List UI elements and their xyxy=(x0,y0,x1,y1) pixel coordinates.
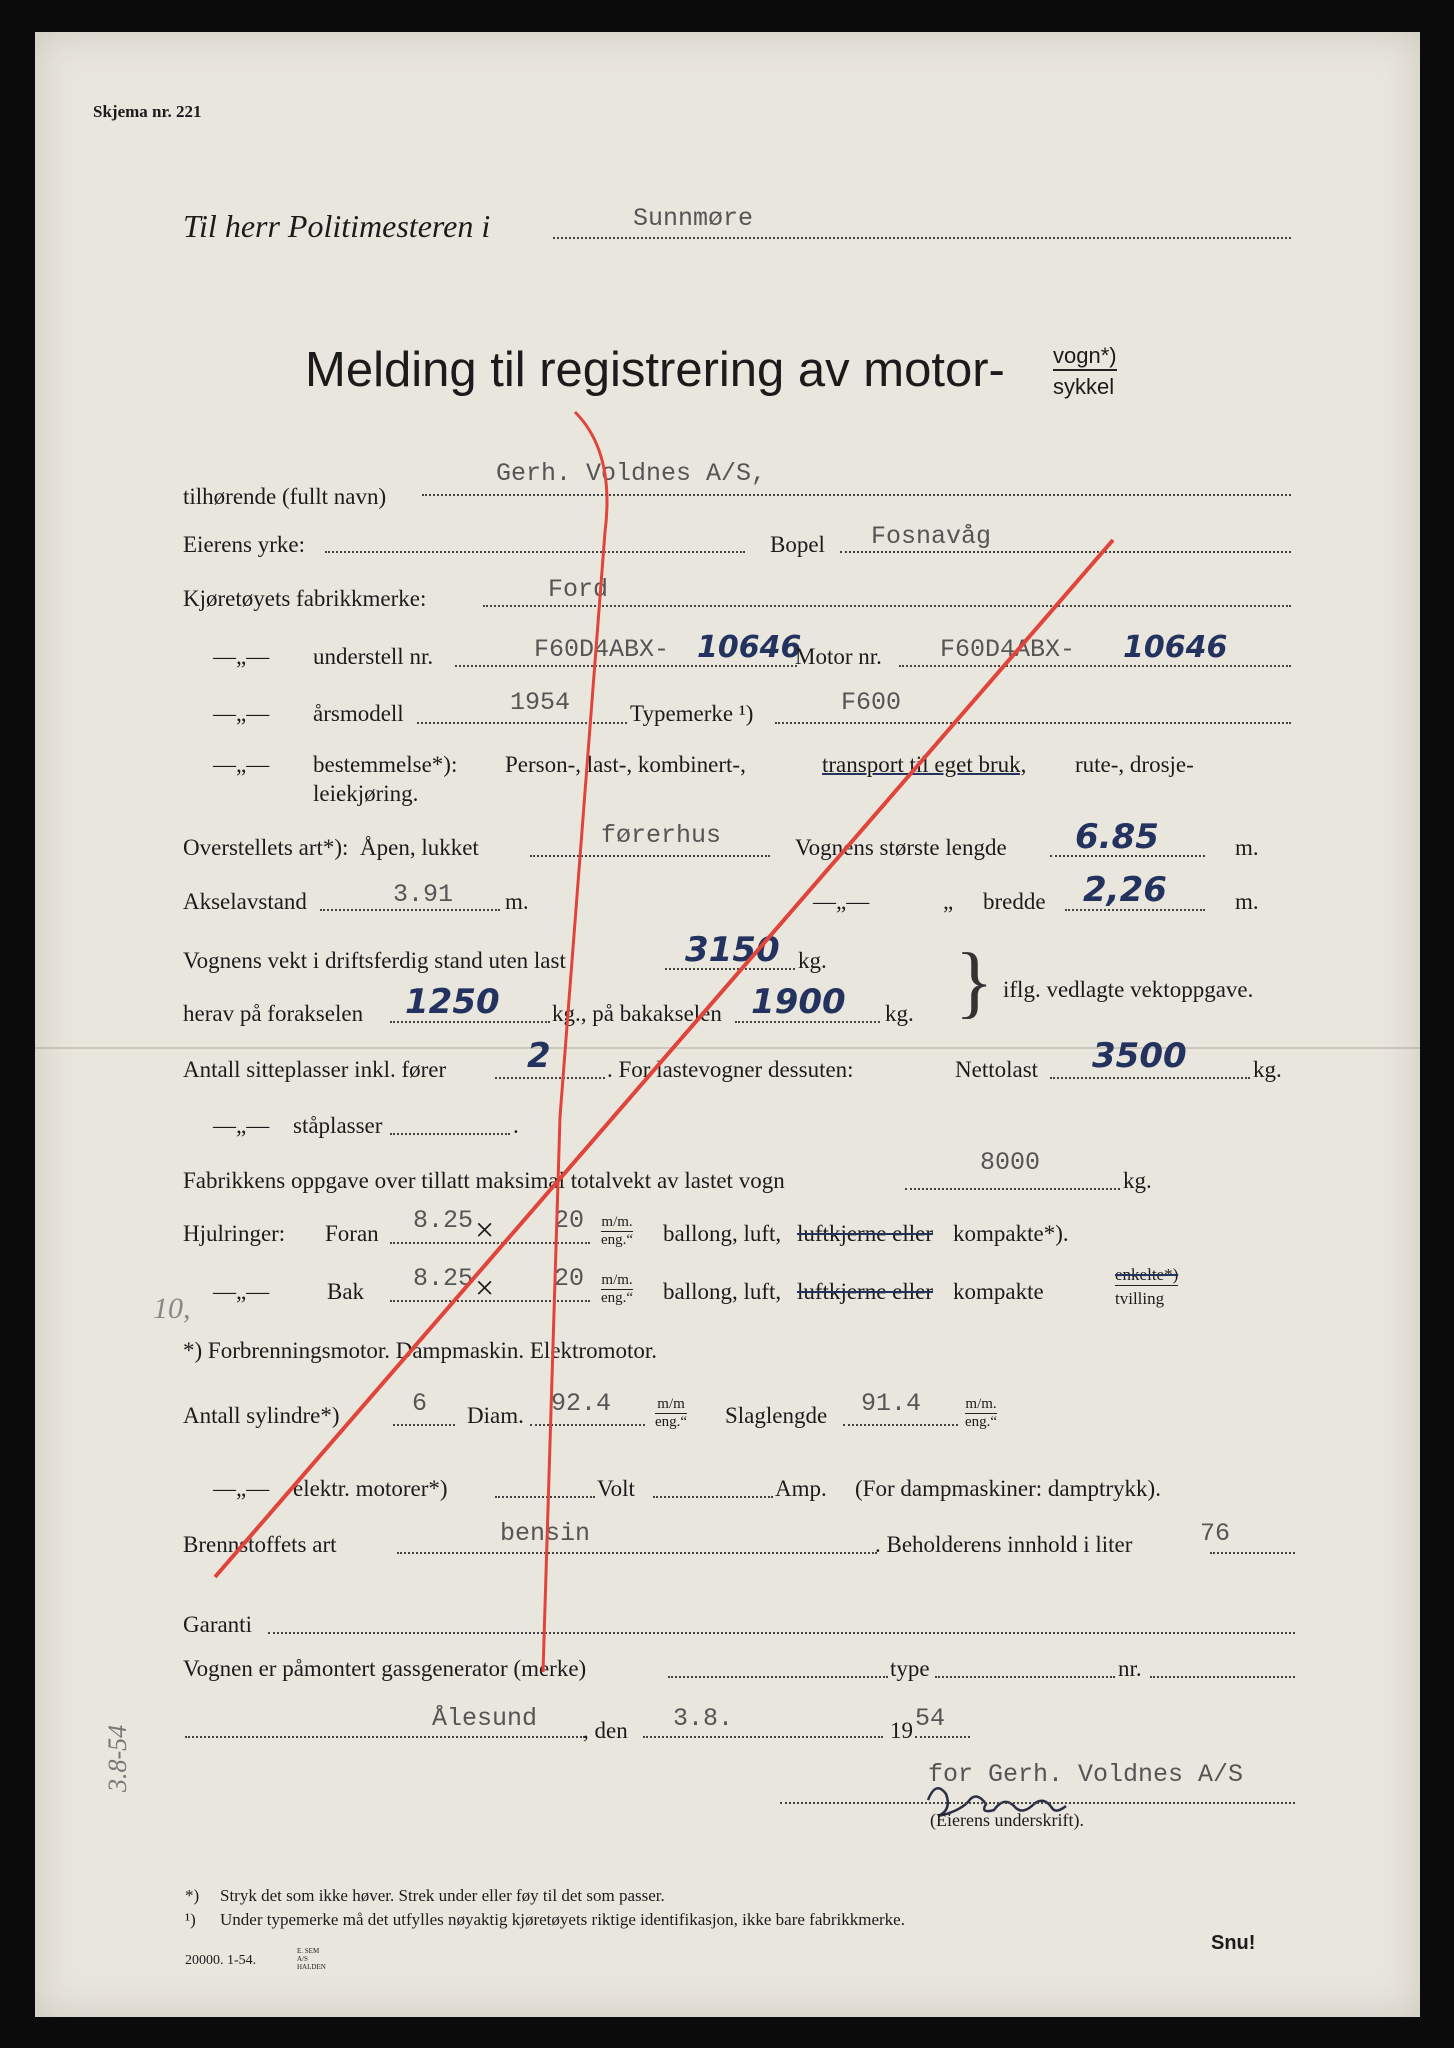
for-company: for Gerh. Voldnes A/S xyxy=(928,1760,1244,1789)
volt-line xyxy=(653,1496,773,1498)
ditto-mark: —„— xyxy=(213,1113,270,1138)
make-label: Kjøretøyets fabrikkmerke: xyxy=(183,586,427,611)
weight-value: 3150 xyxy=(685,930,780,970)
rear-tire-type-c: kompakte xyxy=(953,1279,1044,1304)
payload-line xyxy=(1050,1077,1250,1079)
place-value: Ålesund xyxy=(432,1704,538,1733)
purpose-options-b: transport til eget bruk, xyxy=(822,752,1027,777)
front-axle-label: herav på forakselen xyxy=(183,1001,364,1026)
page-title: Melding til registrering av motor- xyxy=(305,343,1005,397)
make-value: Ford xyxy=(548,575,609,604)
owner-line xyxy=(422,494,1291,496)
payload-label: Nettolast xyxy=(955,1057,1039,1082)
rear-axle-value: 1900 xyxy=(751,982,846,1022)
chassis-typed: F60D4ABX- xyxy=(534,635,670,664)
rear-unit-frac xyxy=(601,1272,633,1307)
seats-line xyxy=(495,1077,605,1079)
rear-size-b: 20 xyxy=(554,1264,585,1293)
make-line xyxy=(483,605,1291,607)
stroke-line xyxy=(843,1424,958,1426)
year-prefix: 19 xyxy=(890,1718,913,1743)
max-weight-line xyxy=(905,1188,1120,1190)
footnote-1-mark: *) xyxy=(185,1886,200,1905)
year-line xyxy=(915,1736,970,1738)
engine-types: *) Forbrenningsmotor. Dampmaskin. Elektromotor. xyxy=(183,1338,658,1363)
turn-over: Snu! xyxy=(1211,1932,1256,1954)
width-label: bredde xyxy=(983,889,1046,914)
diam-label: Diam. xyxy=(467,1403,524,1428)
max-weight-value: 8000 xyxy=(980,1148,1041,1177)
frac-top: m/m. xyxy=(601,1214,633,1230)
seats-label: Antall sitteplasser inkl. fører xyxy=(183,1057,447,1082)
ditto-mark: —„— xyxy=(213,644,270,669)
twin-label: tvilling xyxy=(1115,1289,1165,1308)
model-year-line xyxy=(417,722,627,724)
front-axle-value: 1250 xyxy=(405,982,500,1022)
gasgen-type-line xyxy=(935,1676,1115,1678)
body-options: Åpen, lukket xyxy=(360,835,479,860)
gasgen-type-label: type xyxy=(890,1656,930,1681)
warranty-line xyxy=(268,1632,1295,1634)
gasgen-nr-line xyxy=(1150,1676,1295,1678)
chassis-line xyxy=(455,665,797,667)
date-value: 3.8. xyxy=(673,1704,734,1733)
amp-label: Amp. xyxy=(775,1476,827,1501)
frac-bottom: eng.“ xyxy=(601,1232,634,1248)
width-unit: m. xyxy=(1235,889,1259,914)
occupation-line xyxy=(325,551,745,553)
frac-top: m/m. xyxy=(965,1396,997,1412)
front-tire-label: Foran xyxy=(325,1221,379,1246)
type-value: F600 xyxy=(841,688,902,717)
side-note: 3.8-54 xyxy=(103,1724,132,1792)
front-tire-type-a: ballong, luft, xyxy=(663,1221,782,1246)
single-label: enkelte*) xyxy=(1115,1265,1179,1284)
max-weight-unit: kg. xyxy=(1123,1168,1152,1193)
year-suffix: 54 xyxy=(915,1704,946,1733)
rear-x-sign: × xyxy=(475,1270,495,1307)
form-sheet xyxy=(35,32,1420,2017)
addressee-label: Til herr Politimesteren i xyxy=(183,208,491,244)
wheelbase-label: Akselavstand xyxy=(183,889,307,914)
motor-handwritten: 10646 xyxy=(1123,630,1228,665)
margin-note: 10, xyxy=(153,1292,191,1325)
weight-note: iflg. vedlagte vektoppgave. xyxy=(1003,977,1254,1002)
frac-bottom: eng.“ xyxy=(965,1414,998,1430)
paper-fold xyxy=(35,1047,1420,1049)
standing-line xyxy=(390,1133,510,1135)
weight-label: Vognens vekt i driftsferdig stand uten last xyxy=(183,948,566,973)
gasgen-label: Vognen er påmontert gassgenerator (merke) xyxy=(183,1656,587,1681)
tank-line xyxy=(1210,1552,1295,1554)
model-year-label: årsmodell xyxy=(313,701,404,726)
residence-line xyxy=(840,551,1291,553)
den-label: , den xyxy=(583,1718,628,1743)
width-value: 2,26 xyxy=(1083,870,1167,910)
signature-line xyxy=(780,1802,1295,1804)
motor-typed: F60D4ABX- xyxy=(940,635,1076,664)
tank-value: 76 xyxy=(1200,1519,1231,1548)
front-tire-type-c: kompakte*). xyxy=(953,1221,1069,1246)
motor-label: Motor nr. xyxy=(795,644,882,669)
cargo-label: . For lastevogner dessuten: xyxy=(607,1057,854,1082)
body-label: Overstellets art*): xyxy=(183,835,349,860)
diam-value: 92.4 xyxy=(551,1389,612,1418)
fuel-line xyxy=(397,1552,877,1554)
frac-bottom: eng.“ xyxy=(601,1290,634,1306)
rear-tire-label: Bak xyxy=(327,1279,365,1304)
gasgen-nr-label: nr. xyxy=(1118,1656,1142,1681)
date-line xyxy=(643,1736,883,1738)
purpose-options-d: leiekjøring. xyxy=(313,781,419,806)
electric-line xyxy=(495,1496,595,1498)
ditto-mark: —„— xyxy=(213,1476,270,1501)
cylinders-label: Antall sylindre*) xyxy=(183,1403,340,1428)
wheelbase-line xyxy=(320,909,500,911)
model-year-value: 1954 xyxy=(510,688,571,717)
rear-size-a: 8.25 xyxy=(413,1264,474,1293)
frac-bottom: eng.“ xyxy=(655,1414,688,1430)
warranty-label: Garanti xyxy=(183,1612,252,1637)
rear-axle-label: kg., på bakakselen xyxy=(552,1001,722,1026)
payload-value: 3500 xyxy=(1092,1036,1187,1076)
front-tire-type-b: luftkjerne eller xyxy=(797,1221,934,1246)
stroke-unit-frac xyxy=(965,1396,997,1431)
length-unit: m. xyxy=(1235,835,1259,860)
cylinders-line xyxy=(393,1424,455,1426)
length-value: 6.85 xyxy=(1075,817,1159,857)
frac-top: m/m. xyxy=(601,1272,633,1288)
front-unit-frac xyxy=(601,1214,633,1249)
stroke-label: Slaglengde xyxy=(725,1403,828,1428)
gasgen-line xyxy=(668,1676,888,1678)
print-code: 20000. 1-54. xyxy=(185,1953,257,1968)
residence-value: Fosnavåg xyxy=(871,522,992,551)
body-value: førerhus xyxy=(601,821,722,850)
title-frac-bottom: sykkel xyxy=(1053,374,1115,399)
rear-axle-unit: kg. xyxy=(885,1001,914,1026)
cylinders-value: 6 xyxy=(412,1389,428,1418)
payload-unit: kg. xyxy=(1253,1057,1282,1082)
title-frac-top: vogn*) xyxy=(1053,343,1117,371)
volt-label: Volt xyxy=(597,1476,635,1501)
signature-label: (Eierens underskrift). xyxy=(930,1810,1084,1830)
brace: } xyxy=(955,938,994,1026)
standing-label: ståplasser xyxy=(293,1113,383,1138)
residence-label: Bopel xyxy=(770,532,825,557)
frac-top: m/m xyxy=(655,1396,687,1414)
addressee-line xyxy=(553,237,1291,239)
ditto-mark: —„— xyxy=(813,889,870,914)
addressee-value: Sunnmøre xyxy=(633,204,754,233)
electric-label: elektr. motorer*) xyxy=(293,1476,448,1501)
length-label: Vognens største lengde xyxy=(795,835,1007,860)
diam-line xyxy=(530,1424,645,1426)
motor-line xyxy=(899,665,1291,667)
fuel-value: bensin xyxy=(500,1519,591,1548)
steam-note: (For dampmaskiner: damptrykk). xyxy=(855,1476,1161,1501)
tank-label: . Beholderens innhold i liter xyxy=(875,1532,1133,1557)
printer-mark: E. SEM A/S HALDEN xyxy=(297,1947,326,1971)
footnote-1: Stryk det som ikke høver. Strek under eller føy til det som passer. xyxy=(220,1886,665,1905)
purpose-options-c: rute-, drosje- xyxy=(1075,752,1194,777)
wheelbase-value: 3.91 xyxy=(393,880,454,909)
max-weight-label: Fabrikkens oppgave over tillatt maksimal totalvekt av lastet vogn xyxy=(183,1168,785,1193)
fuel-label: Brennstoffets art xyxy=(183,1532,337,1557)
width-ditto: „ xyxy=(943,889,954,914)
chassis-handwritten: 10646 xyxy=(697,630,802,665)
type-line xyxy=(775,722,1291,724)
rear-tire-type-b: luftkjerne eller xyxy=(797,1279,934,1304)
stroke-value: 91.4 xyxy=(861,1389,922,1418)
diam-unit-frac xyxy=(655,1396,687,1431)
wheelbase-unit: m. xyxy=(505,889,529,914)
place-line xyxy=(185,1736,585,1738)
front-x-sign: × xyxy=(475,1212,495,1249)
standing-period: . xyxy=(513,1113,519,1138)
ditto-mark: —„— xyxy=(213,752,270,777)
rear-tire-type-a: ballong, luft, xyxy=(663,1279,782,1304)
purpose-label: bestemmelse*): xyxy=(313,752,458,777)
seats-value: 2 xyxy=(527,1036,551,1076)
occupation-label: Eierens yrke: xyxy=(183,532,305,557)
chassis-label: understell nr. xyxy=(313,644,434,669)
purpose-options-a: Person-, last-, kombinert-, xyxy=(505,752,746,777)
type-label: Typemerke ¹) xyxy=(630,701,754,726)
body-line xyxy=(530,855,770,857)
ditto-mark: —„— xyxy=(213,701,270,726)
front-size-a: 8.25 xyxy=(413,1206,474,1235)
form-number: Skjema nr. 221 xyxy=(93,102,202,121)
weight-unit: kg. xyxy=(798,948,827,973)
footnote-2: Under typemerke må det utfylles nøyaktig kjøretøyets riktige identifikasjon, ikke bare fabrikkmerke. xyxy=(220,1910,905,1929)
owner-value: Gerh. Voldnes A/S, xyxy=(496,459,767,488)
ditto-mark: —„— xyxy=(213,1279,270,1304)
front-size-b: 20 xyxy=(554,1206,585,1235)
footnote-2-mark: ¹) xyxy=(185,1910,196,1929)
owner-label: tilhørende (fullt navn) xyxy=(183,484,387,509)
tires-label: Hjulringer: xyxy=(183,1221,286,1246)
